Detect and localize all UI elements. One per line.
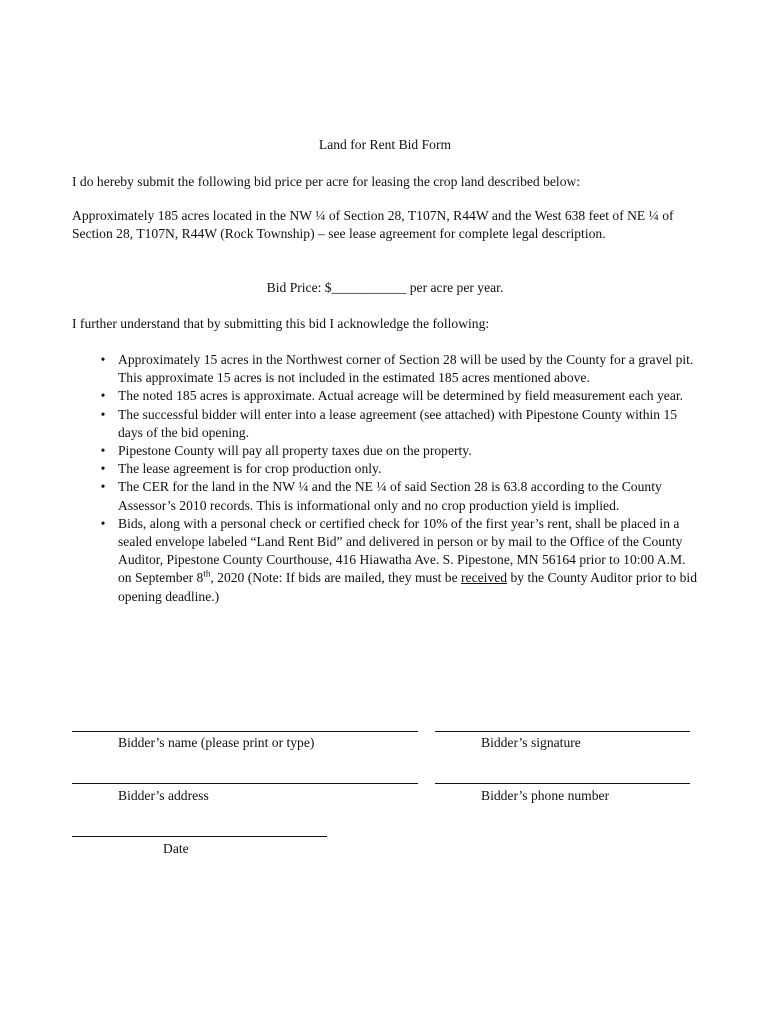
date-line[interactable]: [72, 836, 327, 837]
bidder-signature-label: Bidder’s signature: [481, 735, 581, 750]
list-item: [72, 478, 702, 514]
bid-submission-text-cont: , 2020 (Note: If bids are mailed, they must be: [210, 570, 462, 586]
bid-price-line: Bid Price: $___________ per acre per year.: [266, 280, 504, 295]
bidder-name-label: Bidder’s name (please print or type): [118, 735, 315, 750]
bullet-icon: •: [100, 352, 106, 367]
land-description-paragraph: Approximately 185 acres located in the NW ¼ of Section 28, T107N, R44W and the West 638 feet of NE ¼ of Section 28, T107N, R44W (Rock Township) – see lease agreement for complete legal description.: [72, 208, 674, 242]
list-item: [72, 406, 702, 442]
bidder-address-label: Bidder’s address: [118, 788, 209, 803]
bid-submission-text: Bids, along with a personal check or certified check for 10% of the first year’s rent, shall be placed in a sealed envelope labeled “Land Rent Bid” and delivered in person or by mail to the Office of the County Auditor, Pipestone County Courthouse, 416 Hiawatha Ave. S. Pipestone, MN 56164 prior to 10:00 A.M. on September 8: [118, 515, 686, 586]
ordinal-suffix: th: [203, 568, 211, 579]
bidder-phone-label: Bidder’s phone number: [481, 788, 610, 803]
received-underlined: received: [461, 570, 508, 586]
bullet-icon: •: [100, 515, 106, 531]
intro-paragraph: I do hereby submit the following bid price per acre for leasing the crop land described below:: [72, 174, 581, 189]
conditions-list: [72, 351, 702, 606]
bidder-address-line[interactable]: [72, 783, 418, 784]
list-item-text: Pipestone County will pay all property taxes due on the property.: [118, 443, 472, 459]
list-item: [72, 442, 702, 460]
list-item: [72, 515, 702, 606]
bidder-signature-line[interactable]: [435, 731, 690, 732]
bullet-icon: •: [100, 443, 106, 459]
bullet-icon: •: [100, 479, 106, 495]
list-item: [72, 460, 702, 478]
date-label: Date: [163, 841, 189, 856]
list-item-text: [118, 516, 697, 604]
list-item: [72, 387, 702, 405]
bidder-name-line[interactable]: [72, 731, 418, 732]
bid-submission-text-end: by the County Auditor prior to bid opening deadline.): [118, 570, 697, 604]
list-item: [72, 351, 702, 387]
acknowledgement-paragraph: I further understand that by submitting this bid I acknowledge the following:: [72, 316, 490, 331]
list-item-text: The CER for the land in the NW ¼ and the NE ¼ of said Section 28 is 63.8 according to the County Assessor’s 2010 records. This is informational only and no crop production yield is implied.: [118, 479, 662, 513]
bullet-icon: •: [100, 461, 106, 477]
bullet-icon: •: [100, 388, 106, 404]
list-item-text: The successful bidder will enter into a lease agreement (see attached) with Pipestone County within 15 days of the bid opening.: [118, 406, 678, 440]
bidder-phone-line[interactable]: [435, 783, 690, 784]
list-item-text: Approximately 15 acres in the Northwest corner of Section 28 will be used by the County for a gravel pit. This approximate 15 acres is not included in the estimated 185 acres mentioned above.: [118, 352, 694, 386]
form-title: Land for Rent Bid Form: [318, 137, 452, 152]
bullet-icon: •: [100, 406, 106, 422]
list-item-text: The lease agreement is for crop production only.: [118, 461, 382, 477]
list-item-text: The noted 185 acres is approximate. Actual acreage will be determined by field measurement each year.: [118, 388, 684, 404]
